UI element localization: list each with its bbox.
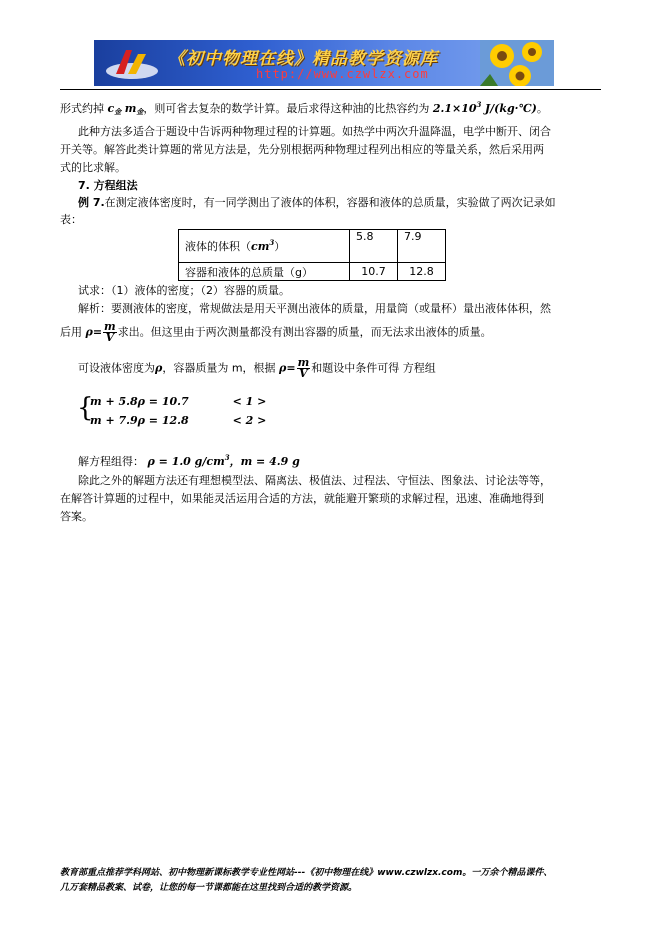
footer-line-1: 教育部重点推荐学科网站、初中物理新课标教学专业性网站---《初中物理在线》www.czwlzx.com。一万余个精品课件、 xyxy=(60,868,553,878)
paragraph-line: 开关等。解答此类计算题的常见方法是，先分别根据两种物理过程列出相应的等量关系，然后采用两 xyxy=(60,143,544,156)
text-line-1: 形式约掉 $c_金$ $m_金$，则可省去复杂的数学计算。最后求得这种油的比热容约为 $2.1\times 10^3$ J/(kg·℃)。 xyxy=(60,100,548,116)
closing-line: 在解答计算题的过程中，如果能灵活运用合适的方法，就能避开繁琐的求解过程，迅速、准确地得到 xyxy=(60,492,544,505)
equation-1: m + 5.8ρ = 10.7 < 1 > xyxy=(90,395,267,408)
banner-title: 《初中物理在线》精品教学资源库 xyxy=(168,49,438,69)
closing-line: 答案。 xyxy=(60,510,93,523)
table-cell: 12.8 xyxy=(398,263,446,281)
table-cell: 7.9 xyxy=(398,230,446,263)
solution-line: 解方程组得： ρ = 1.0 $g/cm^3$，m = 4.9 g xyxy=(78,453,300,468)
site-logo-icon xyxy=(102,44,162,82)
header-divider xyxy=(60,89,601,90)
header-banner xyxy=(94,40,554,86)
table-row xyxy=(179,263,446,281)
analysis-line-2: 后用 ρ= $\frac{m}{V}$ 求出。但这里由于两次测量都没有测出容器的质量，而无法求出液体的质量。 xyxy=(60,320,492,344)
section-heading: 7. 方程组法 xyxy=(78,179,138,192)
example-line-2: 表： xyxy=(60,213,82,226)
table-row xyxy=(179,230,446,263)
setup-line: 可设液体密度为ρ，容器质量为 m，根据 ρ= $\frac{m}{V}$ 和题设中条件可得 方程组 xyxy=(78,356,436,380)
table-cell: 5.8 xyxy=(350,230,398,263)
question-line: 试求：（1）液体的密度；（2）容器的质量。 xyxy=(78,284,290,297)
table-cell: 10.7 xyxy=(350,263,398,281)
analysis-line-1: 解析：要测液体的密度，常规做法是用天平测出液体的质量，用量筒（或量杯）量出液体体积，然 xyxy=(78,302,551,315)
density-fraction: $\frac{m}{V}$ xyxy=(104,320,116,344)
paragraph-line: 此种方法多适合于题设中告诉两种物理过程的计算题。如热学中两次升温降温，电学中断开、闭合 xyxy=(78,125,551,138)
equation-2: m + 7.9ρ = 12.8 < 2 > xyxy=(90,414,267,427)
banner-url[interactable]: http://www.czwlzx.com xyxy=(256,67,429,81)
equation-brace: { xyxy=(77,393,94,423)
record-table xyxy=(178,229,446,281)
sunflower-image-icon xyxy=(480,40,554,86)
table-cell: 容器和液体的总质量（g） xyxy=(179,263,350,281)
example-line-1: 例 7.在测定液体密度时，有一同学测出了液体的体积，容器和液体的总质量，实验做了两次记录如 xyxy=(78,196,556,209)
paragraph-line: 式的比求解。 xyxy=(60,161,126,174)
table-cell: 液体的体积$(cm^3)$ xyxy=(179,230,350,263)
footer-line-2: 几万套精品教案、试卷，让您的每一节课都能在这里找到合适的教学资源。 xyxy=(60,883,358,893)
closing-line: 除此之外的解题方法还有理想模型法、隔离法、极值法、过程法、守恒法、图象法、讨论法等等， xyxy=(78,474,551,487)
